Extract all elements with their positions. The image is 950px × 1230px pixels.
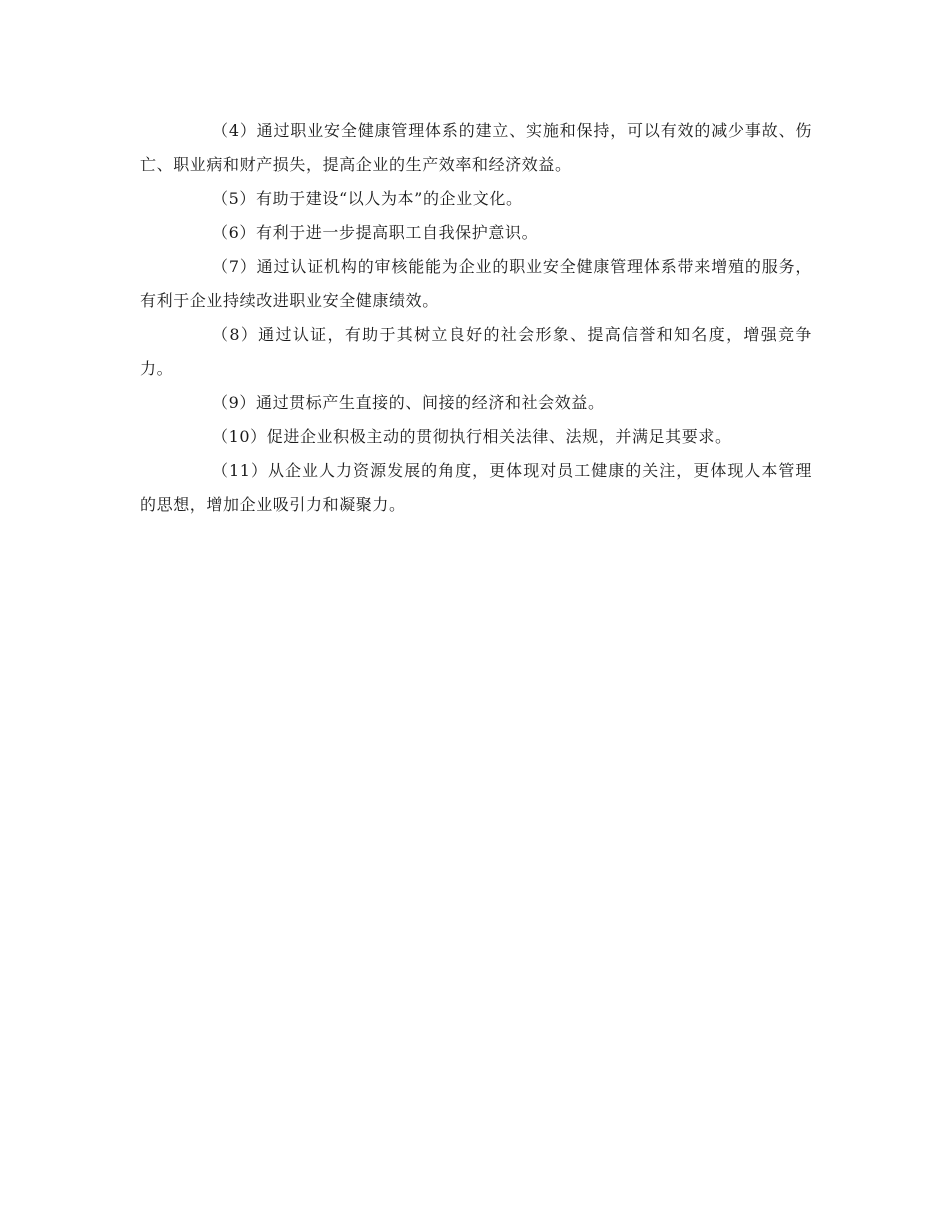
paragraph-9: （9）通过贯标产生直接的、间接的经济和社会效益。 xyxy=(212,393,605,412)
paragraph-10: （10）促进企业积极主动的贯彻执行相关法律、法规，并满足其要求。 xyxy=(212,427,732,446)
paragraph-4: （4）通过职业安全健康管理体系的建立、实施和保持，可以有效的减少事故、伤亡、职业病和财产损失，提高企业的生产效率和经济效益。 xyxy=(140,121,812,174)
document-body xyxy=(140,114,812,522)
paragraph-7: （7）通过认证机构的审核能能为企业的职业安全健康管理体系带来增殖的服务，有利于企业持续改进职业安全健康绩效。 xyxy=(140,257,812,310)
paragraph-11: （11）从企业人力资源发展的角度，更体现对员工健康的关注，更体现人本管理的思想，增加企业吸引力和凝聚力。 xyxy=(140,461,812,514)
paragraph-5: （5）有助于建设“以人为本”的企业文化。 xyxy=(212,189,523,208)
paragraph-6: （6）有利于进一步提高职工自我保护意识。 xyxy=(212,223,539,242)
paragraph-8: （8）通过认证，有助于其树立良好的社会形象、提高信誉和知名度，增强竞争力。 xyxy=(140,325,812,378)
